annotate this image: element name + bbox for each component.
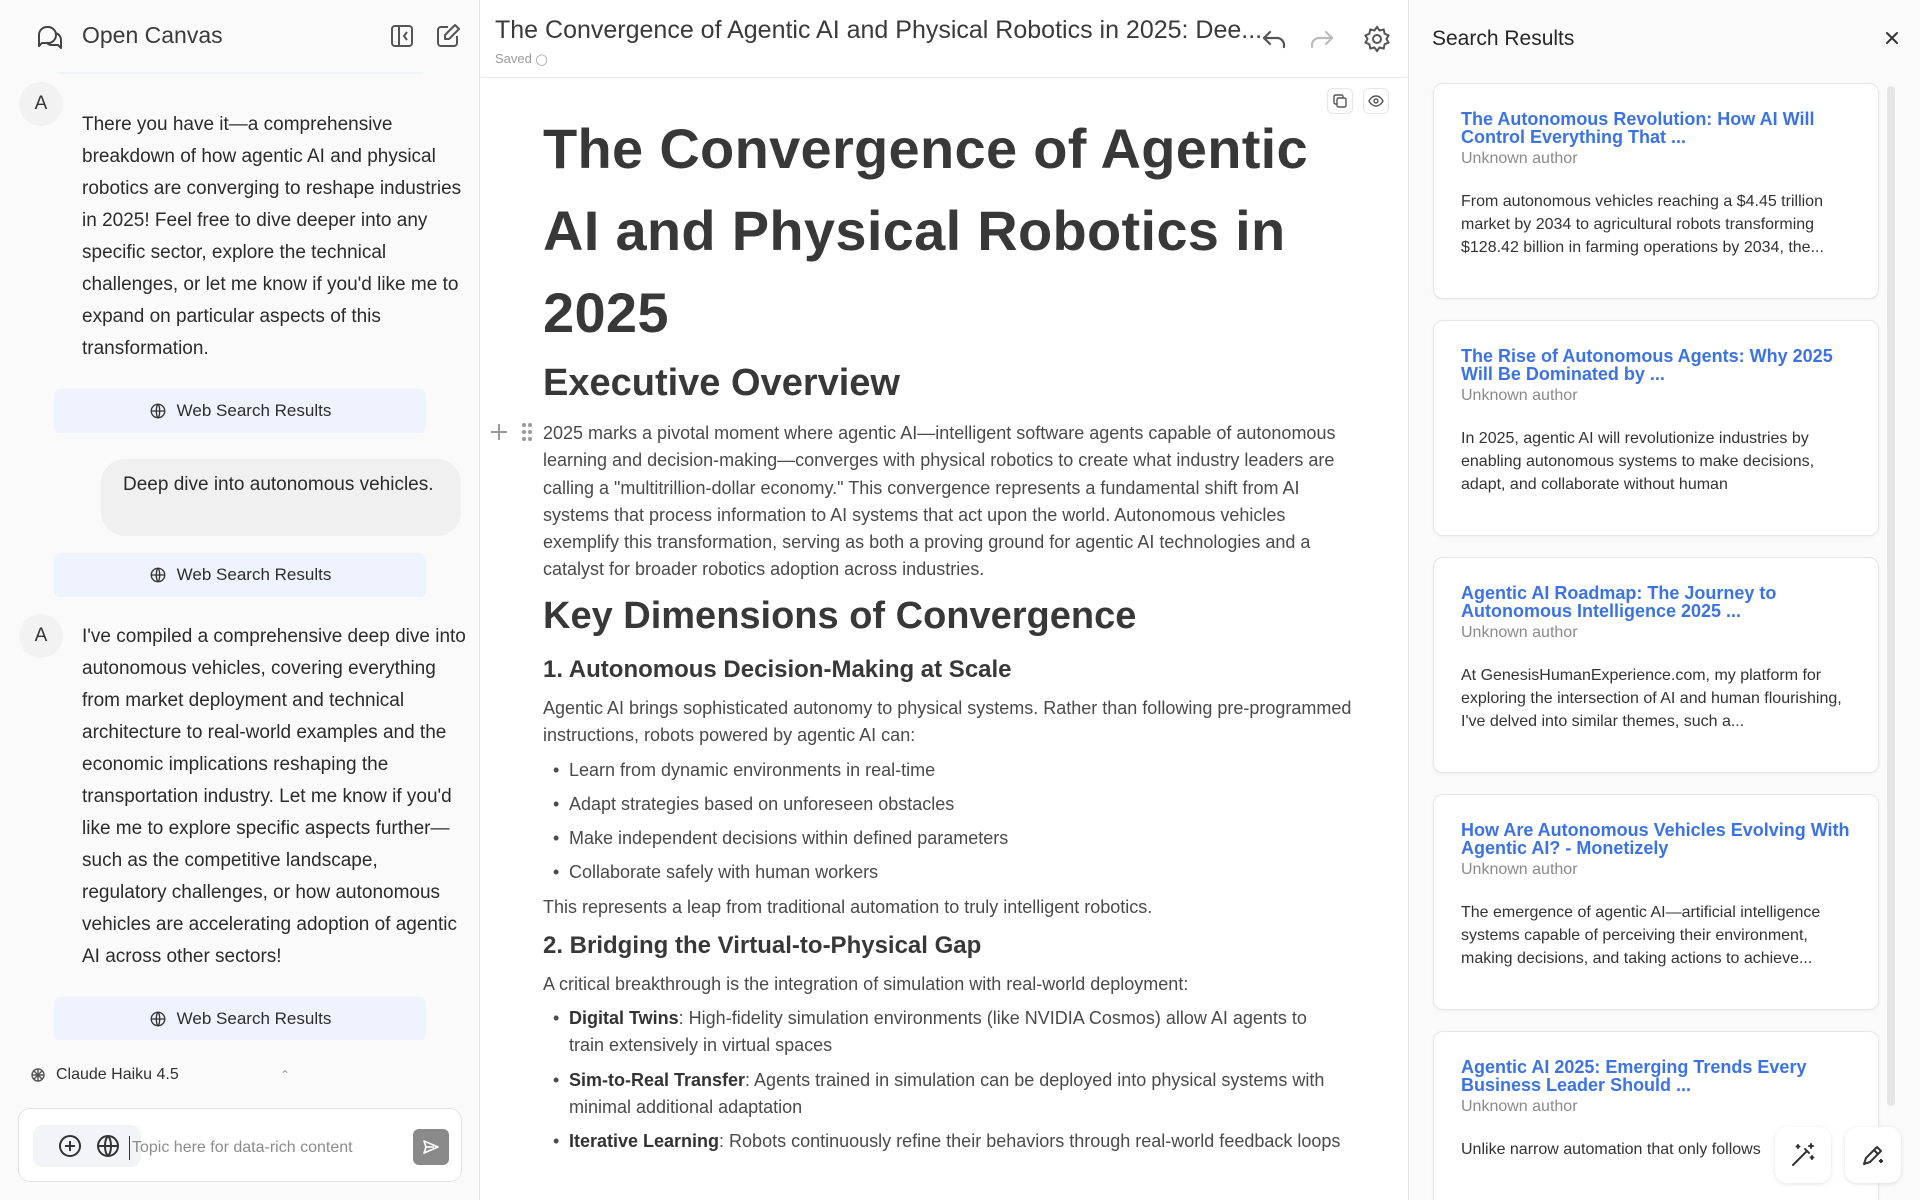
search-result-snippet: Unlike narrow automation that only follows <box>1461 1141 1761 1158</box>
heading-section-1: 1. Autonomous Decision-Making at Scale <box>543 656 1012 683</box>
block-handle-icon[interactable] <box>489 420 549 444</box>
search-result-title[interactable]: Agentic AI 2025: Emerging Trends Every Business Leader Should ... <box>1461 1058 1807 1095</box>
search-result-author: Unknown author <box>1461 150 1578 167</box>
web-search-results-button[interactable] <box>54 553 426 597</box>
list-item <box>553 1067 1343 1122</box>
send-button[interactable] <box>413 1129 449 1165</box>
assistant-message: I've compiled a comprehensive deep dive into autonomous vehicles, covering everything from market deployment and technical architecture to real-world examples and the economic implications reshaping the transportation industry. Let me know if you'd like me to explore specific aspects further—such as the competitive landscape, regulatory challenges, or how autonomous vehicles are accelerating adoption of agentic AI across other sectors! <box>82 626 466 967</box>
new-chat-button[interactable] <box>434 22 462 50</box>
search-result-snippet: From autonomous vehicles reaching a $4.45 trillion market by 2034 to agricultural robots transforming $128.42 billion in farming operations by 2034, the... <box>1461 193 1824 256</box>
heading-section-2: 2. Bridging the Virtual-to-Physical Gap <box>543 932 982 959</box>
paragraph: This represents a leap from traditional automation to truly intelligent robotics. <box>543 897 1153 917</box>
list-item: • Adapt strategies based on unforeseen obstacles <box>553 791 1343 818</box>
avatar: A <box>19 82 63 126</box>
redo-button[interactable] <box>1307 24 1337 54</box>
preview-button[interactable] <box>1363 88 1389 114</box>
document-header <box>481 0 1407 78</box>
close-icon[interactable] <box>1882 28 1902 48</box>
web-search-results-label: Web Search Results <box>176 565 332 584</box>
web-search-results-label: Web Search Results <box>176 1009 332 1028</box>
search-result-title[interactable]: Agentic AI Roadmap: The Journey to Autonomous Intelligence 2025 ... <box>1461 584 1777 621</box>
composer-tools <box>33 1125 141 1167</box>
globe-icon <box>149 566 167 584</box>
topic-input[interactable] <box>129 1136 369 1160</box>
model-selector[interactable] <box>30 1066 179 1084</box>
add-circle-icon[interactable] <box>57 1133 83 1159</box>
web-search-results-button[interactable] <box>54 997 426 1040</box>
search-result-card[interactable] <box>1433 320 1879 536</box>
search-result-snippet: In 2025, agentic AI will revolutionize industries by enabling autonomous systems to make decisions, adapt, and collaborate without human <box>1461 430 1815 493</box>
magic-wand-button[interactable] <box>1775 1127 1831 1183</box>
chevron-up-down-icon[interactable]: ⌃ <box>280 1068 291 1082</box>
saved-status <box>495 51 548 66</box>
list-item: • Learn from dynamic environments in real-time <box>553 757 1343 784</box>
chat-panel <box>0 0 480 1200</box>
globe-icon <box>149 1010 167 1028</box>
list-item-text: : High-fidelity simulation environments (like NVIDIA Cosmos) allow AI agents to train extensively in virtual spaces <box>569 1008 1307 1056</box>
paragraph: Agentic AI brings sophisticated autonomy to physical systems. Rather than following pre-programmed instructions, robots powered by agentic AI can: <box>543 698 1352 746</box>
composer <box>18 1108 462 1182</box>
search-result-snippet: At GenesisHumanExperience.com, my platform for exploring the intersection of AI and human flourishing, I've delved into similar themes, such a... <box>1461 667 1842 730</box>
gear-icon <box>1362 24 1392 54</box>
search-result-author: Unknown author <box>1461 624 1578 641</box>
list-item-term: Iterative Learning <box>569 1131 720 1151</box>
model-name: Claude Haiku 4.5 <box>56 1066 179 1083</box>
search-result-card[interactable] <box>1433 83 1879 299</box>
undo-button[interactable] <box>1259 24 1289 54</box>
search-results-title: Search Results <box>1432 27 1575 50</box>
list-item-text: : Agents trained in simulation can be deployed into physical systems with minimal additional adaptation <box>569 1070 1325 1118</box>
list-item: • Collaborate safely with human workers <box>553 859 1343 886</box>
quick-edit-button[interactable] <box>1845 1127 1901 1183</box>
toggle-sidebar-button[interactable] <box>388 22 416 50</box>
avatar: A <box>19 614 63 658</box>
search-results-panel <box>1408 0 1920 1200</box>
sidebar-collapse-icon <box>388 22 416 50</box>
eye-icon <box>1368 93 1384 109</box>
pen-sparkle-icon <box>1859 1141 1887 1169</box>
assistant-message: There you have it—a comprehensive breakdown of how agentic AI and physical robotics are converging to reshape industries in 2025! Feel free to dive deeper into any specific sector, explore the technical challenges, or let me know if you'd like me to expand on particular aspects of this transformation. <box>82 114 462 359</box>
scrollbar[interactable] <box>1887 86 1895 1106</box>
list-item-term: Digital Twins <box>569 1008 679 1028</box>
globe-icon <box>149 402 167 420</box>
check-circle-icon: ◯ <box>535 54 548 66</box>
redo-icon <box>1307 24 1337 54</box>
heading-executive-overview: Executive Overview <box>543 362 900 404</box>
copy-icon <box>1332 93 1348 109</box>
user-message: Deep dive into autonomous vehicles. <box>101 459 461 536</box>
search-result-title[interactable]: How Are Autonomous Vehicles Evolving With Agentic AI? - Monetizely <box>1461 821 1850 858</box>
send-icon <box>422 1138 440 1156</box>
undo-icon <box>1259 24 1289 54</box>
document-title: The Convergence of Agentic AI and Physical Robotics in 2025 <box>543 117 1308 344</box>
chat-bubbles-icon <box>36 24 64 50</box>
list-item-term: Sim-to-Real Transfer <box>569 1070 746 1090</box>
edit-icon <box>434 22 462 50</box>
app-title: Open Canvas <box>82 22 223 48</box>
chat-header <box>0 0 480 72</box>
search-result-author: Unknown author <box>1461 387 1578 404</box>
search-result-snippet: The emergence of agentic AI—artificial intelligence systems capable of perceiving their environment, making decisions, and taking actions to achieve... <box>1461 904 1821 967</box>
chat-messages[interactable] <box>0 0 480 1040</box>
globe-search-toggle-icon[interactable] <box>95 1133 121 1159</box>
document-body[interactable] <box>543 108 1353 1151</box>
list-item <box>553 1005 1343 1060</box>
list-item-text: : Robots continuously refine their behaviors through real-world feedback loops <box>719 1131 1341 1151</box>
search-result-card[interactable] <box>1433 557 1879 773</box>
document-header-title: The Convergence of Agentic AI and Physical Robotics in 2025: Dee... <box>495 16 1263 44</box>
heading-key-dimensions: Key Dimensions of Convergence <box>543 595 1137 637</box>
saved-label: Saved <box>495 51 532 66</box>
magic-wand-icon <box>1789 1141 1817 1169</box>
paragraph: 2025 marks a pivotal moment where agentic AI—intelligent software agents capable of autonomous learning and decision-making—converges with physical robotics to create what industry leaders are calling a "multitrillion-dollar economy." This convergence represents a fundamental shift from AI systems that process information to AI systems that act upon the world. Autonomous vehicles exemplify this transformation, serving as both a proving ground for agentic AI technologies and a catalyst for broader robotics adoption across industries. <box>543 423 1336 580</box>
search-result-card[interactable] <box>1433 794 1879 1010</box>
list-item: • Make independent decisions within defined parameters <box>553 825 1343 852</box>
paragraph: A critical breakthrough is the integration of simulation with real-world deployment: <box>543 974 1189 994</box>
web-search-results-label: Web Search Results <box>176 401 332 420</box>
search-result-author: Unknown author <box>1461 1098 1578 1115</box>
search-result-title[interactable]: The Rise of Autonomous Agents: Why 2025 Will Be Dominated by ... <box>1461 347 1833 384</box>
anthropic-logo-icon <box>30 1067 46 1083</box>
list-item <box>553 1128 1343 1155</box>
document-canvas <box>481 0 1407 1200</box>
web-search-results-button[interactable] <box>54 389 426 433</box>
settings-button[interactable] <box>1362 24 1392 54</box>
search-result-author: Unknown author <box>1461 861 1578 878</box>
search-result-title[interactable]: The Autonomous Revolution: How AI Will Control Everything That ... <box>1461 110 1815 147</box>
